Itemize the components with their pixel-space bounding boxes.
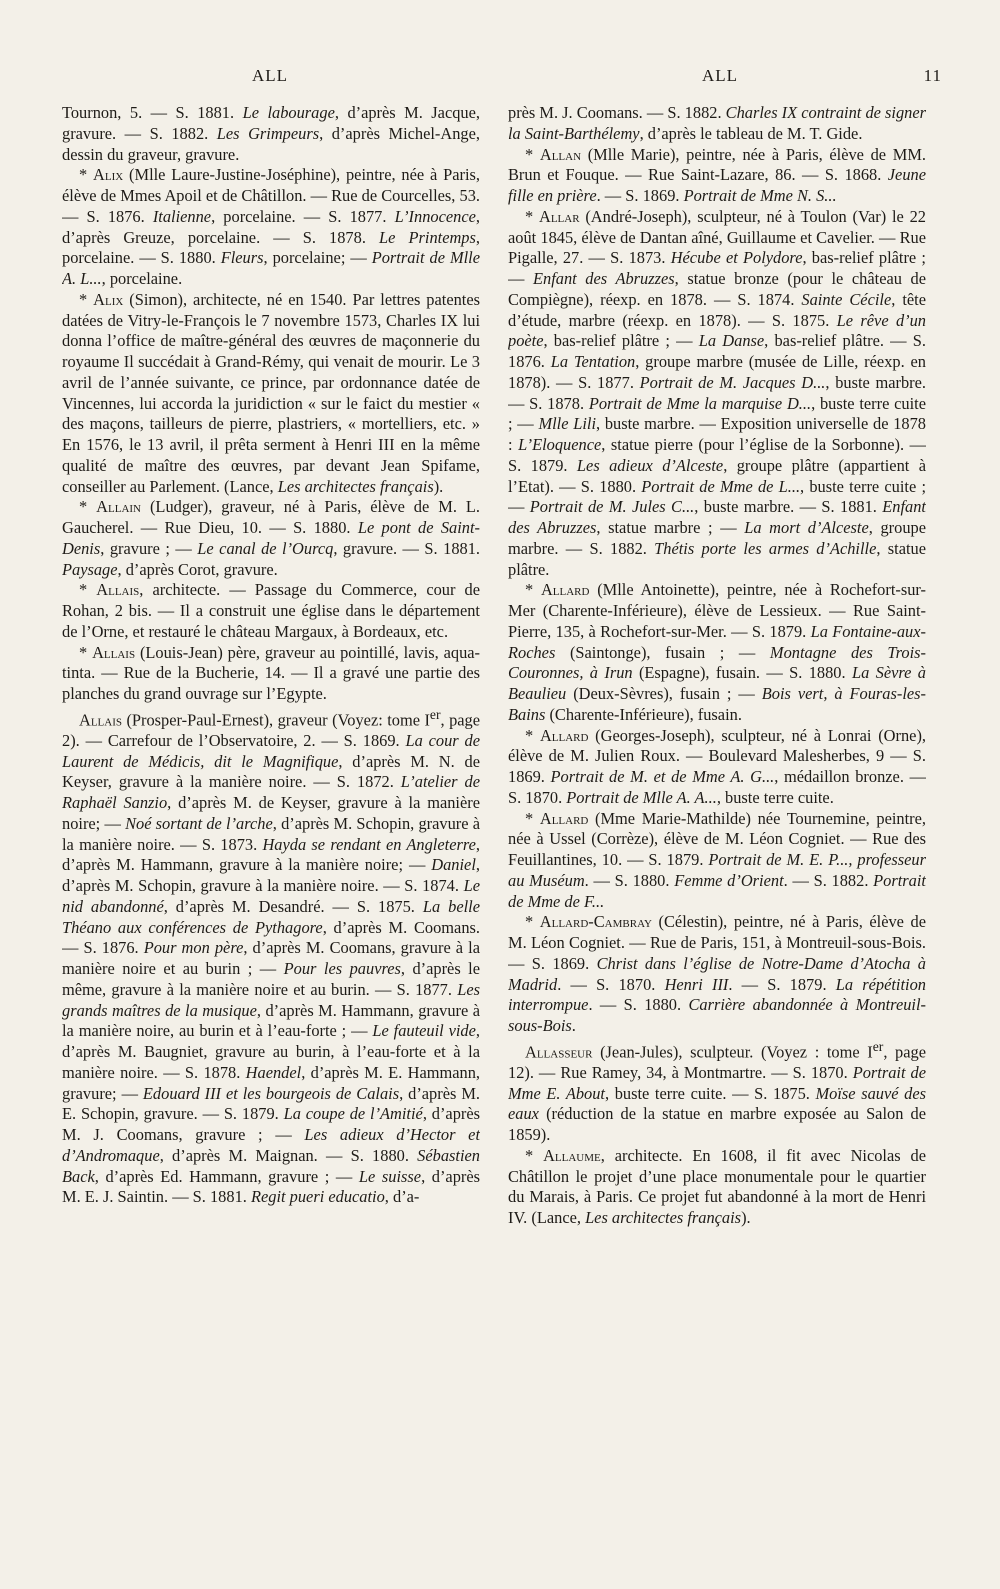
dictionary-entry: * Allard-Cambray (Célestin), peintre, né à Paris, élève de M. Léon Cogniet. — Rue de Paris, 151, à Montreuil-sous-Bois. — S. 1869. Christ dans l’église de Notre-Dame d’Atocha à Madrid. — S. 1870. Henri III. — S. 1879. La répétition interrompue. — S. 1880. Carrière abandonnée à Montreuil-sous-Bois. <box>508 912 926 1035</box>
dictionary-entry: près M. J. Coomans. — S. 1882. Charles IX contraint de signer la Saint-Barthélemy, d’après le tableau de M. T. Gide. <box>508 103 926 143</box>
running-head <box>62 66 942 88</box>
dictionary-entry: * Allar (André-Joseph), sculpteur, né à Toulon (Var) le 22 août 1845, élève de Dantan aîné, Guillaume et Cavelier. — Rue Pigalle, 27. — S. 1873. Hécube et Polydore, bas-relief plâtre ; — Enfant des Abruzzes, statue bronze (pour le château de Compiègne), réexp. en 1878. — S. 1874. Sainte Cécile, tête d’étude, marbre (réexp. en 1878). — S. 1875. Le rêve d’un poète, bas-relief plâtre ; — La Danse, bas-relief plâtre. — S. 1876. La Tentation, groupe marbre (musée de Lille, réexp. en 1878). — S. 1877. Portrait de M. Jacques D..., buste marbre. — S. 1878. Portrait de Mme la marquise D..., buste terre cuite ; — Mlle Lili, buste marbre. — Exposition universelle de 1878 : L’Eloquence, statue pierre (pour l’église de la Sorbonne). — S. 1879. Les adieux d’Alceste, groupe plâtre (appartient à l’Etat). — S. 1880. Portrait de Mme de L..., buste terre cuite ; — Portrait de M. Jules C..., buste marbre. — S. 1881. Enfant des Abruzzes, statue marbre ; — La mort d’Alceste, groupe marbre. — S. 1882. Thétis porte les armes d’Achille, statue plâtre. <box>508 206 926 579</box>
dictionary-entry: * Allais (Louis-Jean) père, graveur au pointillé, lavis, aqua-tinta. — Rue de la Bucherie, 14. — Il a gravé une partie des planches du grand ouvrage sur l’Egypte. <box>62 642 480 703</box>
dictionary-entry: * Allard (Mlle Antoinette), peintre, née à Rochefort-sur-Mer (Charente-Inférieure), élève de Lessieux. — Rue Saint-Pierre, 135, à Rochefort-sur-Mer. — S. 1879. La Fontaine-aux-Roches (Saintonge), fusain ; — Montagne des Trois-Couronnes, à Irun (Espagne), fusain. — S. 1880. La Sèvre à Beaulieu (Deux-Sèvres), fusain ; — Bois vert, à Fouras-les-Bains (Charente-Inférieure), fusain. <box>508 580 926 724</box>
page-number: 11 <box>923 66 942 85</box>
left-column <box>62 103 480 1573</box>
dictionary-entry: Allasseur (Jean-Jules), sculpteur. (Voyez : tome Ier, page 12). — Rue Ramey, 34, à Montmartre. — S. 1870. Portrait de Mme E. About, buste terre cuite. — S. 1875. Moïse sauvé des eaux (réduction de la statue en marbre exposée au Salon de 1859). <box>508 1038 926 1145</box>
running-head-right: ALL <box>702 66 739 85</box>
dictionary-entry: Tournon, 5. — S. 1881. Le labourage, d’après M. Jacque, gravure. — S. 1882. Les Grimpeurs, d’après Michel-Ange, dessin du graveur, gravure. <box>62 103 480 164</box>
dictionary-entry: * Allais, architecte. — Passage du Commerce, cour de Rohan, 2 bis. — Il a construit une église dans le département de l’Orne, et restauré le château Margaux, à Bordeaux, etc. <box>62 580 480 641</box>
dictionary-entry: * Allard (Georges-Joseph), sculpteur, né à Lonrai (Orne), élève de M. Julien Roux. — Boulevard Malesherbes, 9 — S. 1869. Portrait de M. et de Mme A. G..., médaillon bronze. — S. 1870. Portrait de Mlle A. A..., buste terre cuite. <box>508 725 926 807</box>
dictionary-entry: * Allard (Mme Marie-Mathilde) née Tournemine, peintre, née à Ussel (Corrèze), élève de M. Léon Cogniet. — Rue des Feuillantines, 10. — S. 1879. Portrait de M. E. P..., professeur au Muséum. — S. 1880. Femme d’Orient. — S. 1882. Portrait de Mme de F... <box>508 808 926 911</box>
dictionary-entry: * Allaume, architecte. En 1608, il fit avec Nicolas de Châtillon le projet d’une place monumentale pour le quartier du Marais, à Paris. Ce projet fut abandonné à la mort de Henri IV. (Lance, Les architectes français). <box>508 1145 926 1228</box>
right-column <box>508 103 926 1573</box>
dictionary-entry: * Allan (Mlle Marie), peintre, née à Paris, élève de MM. Brun et Fouque. — Rue Saint-Lazare, 86. — S. 1868. Jeune fille en prière. — S. 1869. Portrait de Mme N. S... <box>508 144 926 205</box>
dictionary-entry: * Alix (Mlle Laure-Justine-Joséphine), peintre, née à Paris, élève de Mmes Apoil et de Châtillon. — Rue de Courcelles, 53. — S. 1876. Italienne, porcelaine. — S. 1877. L’Innocence, d’après Greuze, porcelaine. — S. 1878. Le Printemps, porcelaine. — S. 1880. Fleurs, porcelaine; — Portrait de Mlle A. L..., porcelaine. <box>62 165 480 288</box>
running-head-left: ALL <box>252 66 289 85</box>
dictionary-entry: Allais (Prosper-Paul-Ernest), graveur (Voyez: tome Ier, page 2). — Carrefour de l’Observatoire, 2. — S. 1869. La cour de Laurent de Médicis, dit le Magnifique, d’après M. N. de Keyser, gravure à la manière noire. — S. 1872. L’atelier de Raphaël Sanzio, d’après M. de Keyser, gravure à la manière noire; — Noé sortant de l’arche, d’après M. Schopin, gravure à la manière noire. — S. 1873. Hayda se rendant en Angleterre, d’après M. Hammann, gravure à la manière noire; — Daniel, d’après M. Schopin, gravure à la manière noire. — S. 1874. Le nid abandonné, d’après M. Desandré. — S. 1875. La belle Théano aux conférences de Pythagore, d’après M. Coomans. — S. 1876. Pour mon père, d’après M. Coomans, gravure à la manière noire et au burin ; — Pour les pauvres, d’après le même, gravure à la manière noire et au burin. — S. 1877. Les grands maîtres de la musique, d’après M. Hammann, gravure à la manière noire, au burin et à l’eau-forte ; — Le fauteuil vide, d’après M. Baugniet, gravure au burin, à l’eau-forte et à la manière noire. — S. 1878. Haendel, d’après M. E. Hammann, gravure; — Edouard III et les bourgeois de Calais, d’après M. E. Schopin, gravure. — S. 1879. La coupe de l’Amitié, d’après M. J. Coomans, gravure ; — Les adieux d’Hector et d’Andromaque, d’après M. Maignan. — S. 1880. Sébastien Back, d’après Ed. Hammann, gravure ; — Le suisse, d’après M. E. J. Saintin. — S. 1881. Regit pueri educatio, d’a- <box>62 706 480 1207</box>
dictionary-entry: * Alix (Simon), architecte, né en 1540. Par lettres patentes datées de Vitry-le-François le 7 novembre 1573, Charles IX lui donna l’office de maître-général des œuvres de maçonnerie du royaume Il succédait à Grand-Rémy, qui venait de mourir. Le 3 avril de l’année suivante, ce prince, par ordonnance datée de Vincennes, lui accorda la juridiction « sur le faict du mestier « des maçons, tailleurs de pierre, plastriers, « mortelliers, etc. » En 1576, le 13 avril, il prêta serment à Henri III en la même qualité de maître des œuvres, par devant Jean Spifame, conseiller au Parlement. (Lance, Les architectes français). <box>62 289 480 496</box>
dictionary-entry: * Allain (Ludger), graveur, né à Paris, élève de M. L. Gaucherel. — Rue Dieu, 10. — S. 1880. Le pont de Saint-Denis, gravure ; — Le canal de l’Ourcq, gravure. — S. 1881. Paysage, d’après Corot, gravure. <box>62 497 480 579</box>
